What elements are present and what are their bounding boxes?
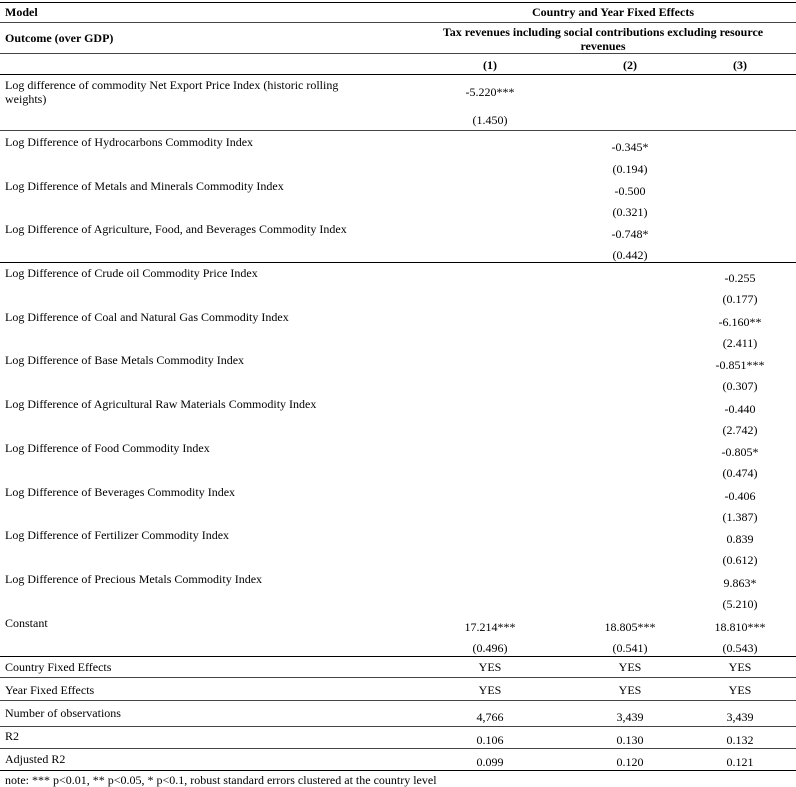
row-nepi-label-2: weights) [5,92,47,106]
nobs-2: 3,439 [616,710,644,724]
fixed-effects-title: Country and Year Fixed Effects [532,5,694,19]
row-base-metals-se: (0.307) [722,379,758,393]
outcome-line-2: revenues [580,39,626,53]
row-agri-food-bev-coef: -0.748* [611,227,649,241]
footer-rule-3 [0,726,796,727]
row-agri-raw-label: Log Difference of Agricultural Raw Materials Commodity Index [5,397,317,411]
row-agri-raw-se: (2.742) [722,423,758,437]
footer-rule-1 [0,677,796,678]
footer-rule-2 [0,700,796,701]
col-3-header: (3) [733,58,747,72]
row-crude-coef: -0.255 [724,271,756,285]
row-hydro-label: Log Difference of Hydrocarbons Commodity Index [5,135,254,149]
header-rule-1 [0,22,796,23]
row-coal-gas-se: (2.411) [722,336,758,350]
outcome-line-1: Tax revenues including social contributions excluding resource [442,25,764,39]
row-agri-food-bev-se: (0.442) [612,248,648,262]
row-crude-label: Log Difference of Crude oil Commodity Price Index [5,266,258,280]
row-constant-coef-1: 17.214*** [464,620,516,634]
nobs-1: 4,766 [476,710,504,724]
year-fe-1: YES [478,683,502,697]
row-metals-minerals-se: (0.321) [612,205,648,219]
col-1-header: (1) [483,58,497,72]
row-nepi-label-1: Log difference of commodity Net Export Price Index (historic rolling [5,78,339,92]
row-fertilizer-coef: 0.839 [726,532,754,546]
header-rule-2 [0,53,796,54]
year-fe-label: Year Fixed Effects [5,683,95,697]
row-food-se: (0.474) [722,466,758,480]
country-fe-2: YES [618,660,642,674]
country-fe-1: YES [478,660,502,674]
year-fe-2: YES [618,683,642,697]
footer-rule-4 [0,748,796,749]
row-constant-coef-2: 18.805*** [604,620,656,634]
top-rule [0,2,796,3]
row-nepi-coef: -5.220*** [465,85,515,99]
section-rule-1 [0,130,796,131]
bottom-rule [0,770,796,771]
row-coal-gas-coef: -6.160** [718,315,762,329]
country-fe-3: YES [728,660,752,674]
col-2-header: (2) [623,58,637,72]
row-precious-se: (5.210) [722,597,758,611]
r2-2: 0.130 [616,733,644,747]
section-rule-3 [0,656,796,657]
row-precious-coef: 9.863* [723,576,757,590]
row-fertilizer-label: Log Difference of Fertilizer Commodity Index [5,528,230,542]
row-agri-food-bev-label: Log Difference of Agriculture, Food, and Beverages Commodity Index [5,222,347,236]
row-coal-gas-label: Log Difference of Coal and Natural Gas Commodity Index [5,310,289,324]
row-metals-minerals-coef: -0.500 [614,184,646,198]
model-label: Model [5,5,38,19]
row-constant-coef-3: 18.810*** [714,620,766,634]
row-constant-se-3: (0.543) [722,641,758,655]
adj-r2-2: 0.120 [616,755,644,769]
r2-label: R2 [5,729,20,743]
row-hydro-coef: -0.345* [611,140,649,154]
row-beverages-coef: -0.406 [724,489,756,503]
country-fe-label: Country Fixed Effects [5,660,112,674]
r2-1: 0.106 [476,733,504,747]
row-precious-label: Log Difference of Precious Metals Commodity Index [5,572,263,586]
row-constant-label: Constant [5,616,48,630]
section-rule-2 [0,262,796,263]
row-hydro-se: (0.194) [612,162,648,176]
year-fe-3: YES [728,683,752,697]
r2-3: 0.132 [726,733,754,747]
outcome-label: Outcome (over GDP) [5,31,114,45]
row-metals-minerals-label: Log Difference of Metals and Minerals Commodity Index [5,179,284,193]
row-base-metals-label: Log Difference of Base Metals Commodity Index [5,353,245,367]
table-note: note: *** p<0.01, ** p<0.05, * p<0.1, robust standard errors clustered at the country level [5,773,437,787]
adj-r2-3: 0.121 [726,755,754,769]
row-food-coef: -0.805* [721,445,759,459]
row-beverages-se: (1.387) [722,510,758,524]
row-constant-se-2: (0.541) [612,641,648,655]
row-agri-raw-coef: -0.440 [724,402,756,416]
row-fertilizer-se: (0.612) [722,553,758,567]
adj-r2-label: Adjusted R2 [5,752,66,766]
row-base-metals-coef: -0.851*** [715,358,765,372]
row-food-label: Log Difference of Food Commodity Index [5,441,210,455]
adj-r2-1: 0.099 [476,755,504,769]
row-crude-se: (0.177) [722,292,758,306]
nobs-label: Number of observations [5,706,121,720]
nobs-3: 3,439 [726,710,754,724]
row-constant-se-1: (0.496) [472,641,508,655]
header-rule-3 [0,74,796,75]
row-nepi-se: (1.450) [472,113,508,127]
row-beverages-label: Log Difference of Beverages Commodity Index [5,485,236,499]
